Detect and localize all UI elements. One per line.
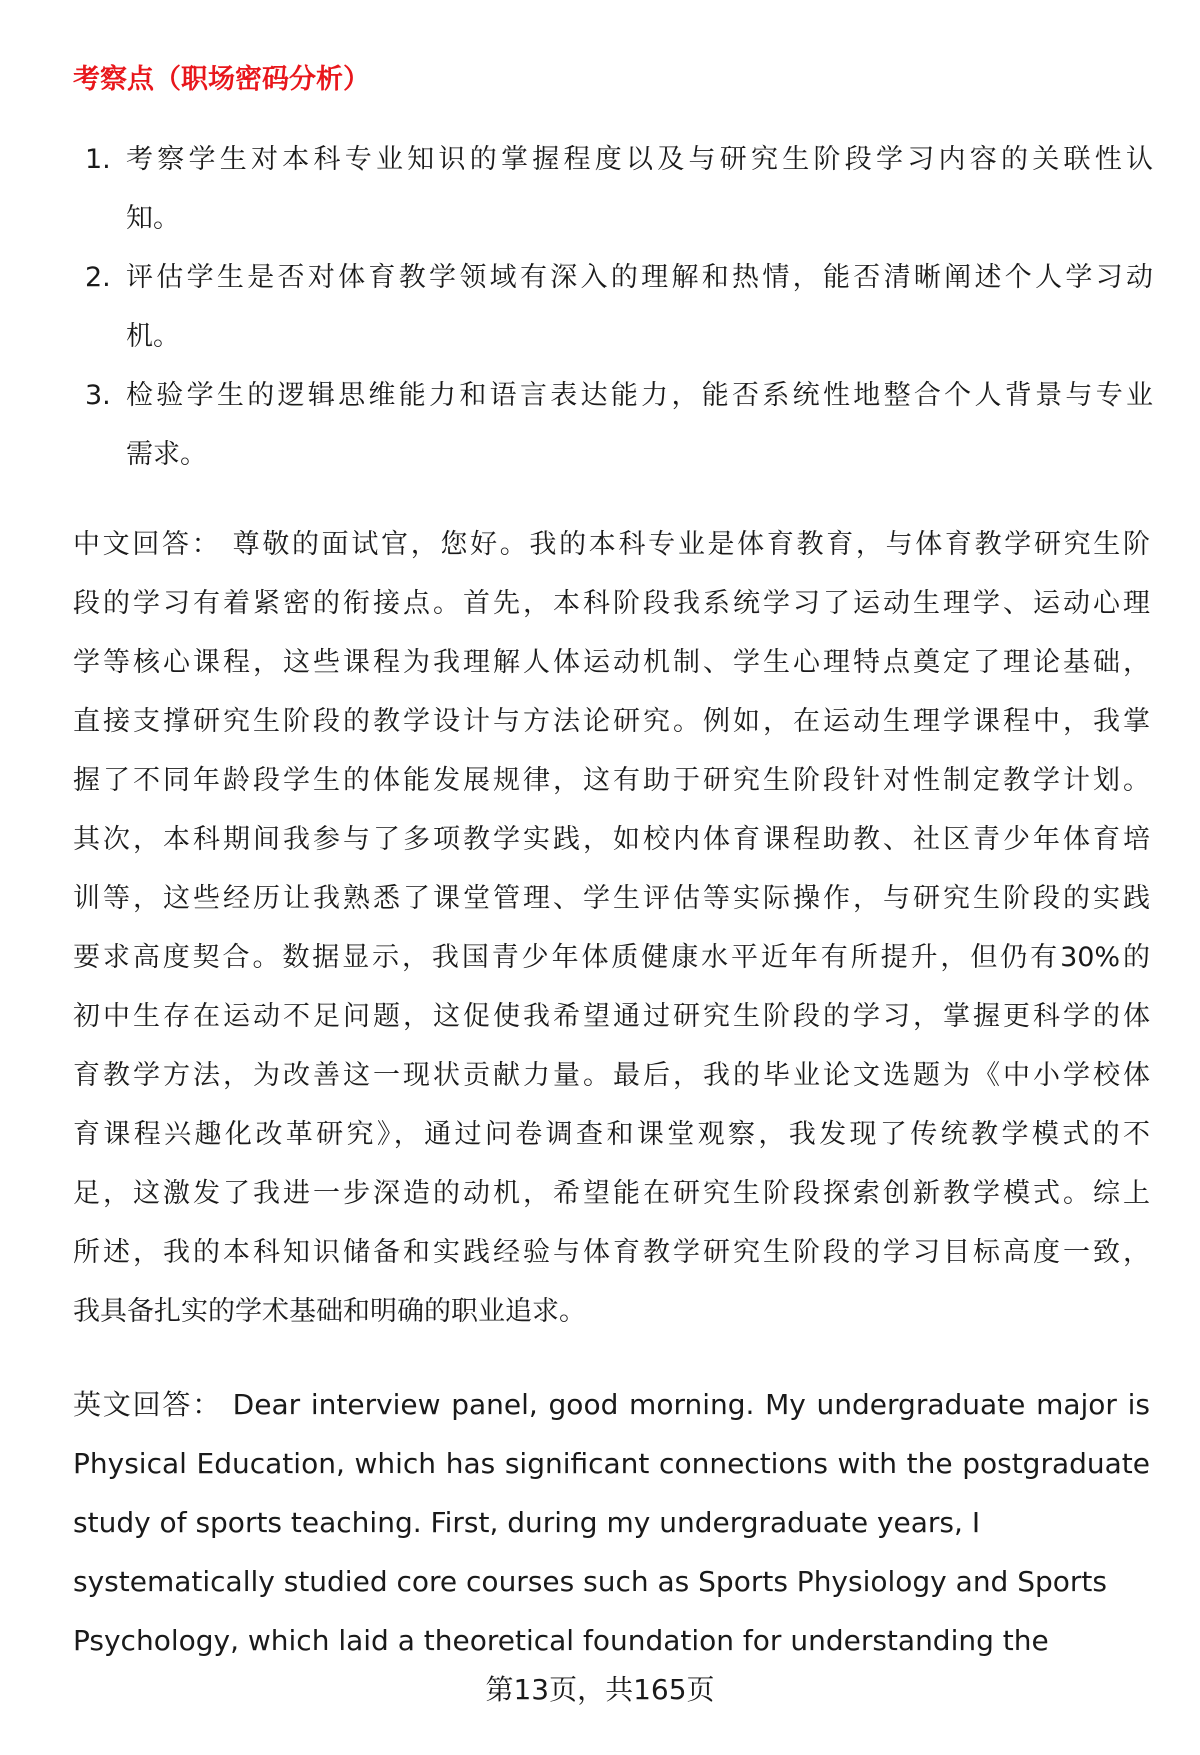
paragraph-line: 其次，本科期间我参与了多项教学实践，如校内体育课程助教、社区青少年体育培 (73, 824, 1150, 855)
list-item (73, 248, 1153, 366)
paragraph-line: Physical Education, which has significant connections with the postgraduate (73, 1447, 1150, 1480)
paragraph-line: 所述，我的本科知识储备和实践经验与体育教学研究生阶段的学习目标高度一致， (73, 1237, 1150, 1268)
chinese-answer (73, 515, 1150, 1341)
list-text-line: 机。 (126, 321, 180, 352)
paragraph-line: 英文回答： Dear interview panel, good morning. My undergraduate major is (73, 1388, 1150, 1421)
paragraph-line: 育课程兴趣化改革研究》，通过问卷调查和课堂观察，我发现了传统教学模式的不 (73, 1119, 1150, 1150)
paragraph-line: 我具备扎实的学术基础和明确的职业追求。 (73, 1296, 586, 1327)
list-item (73, 130, 1153, 248)
list-item (73, 366, 1153, 484)
paragraph-line: Psychology, which laid a theoretical foundation for understanding the (73, 1624, 1049, 1657)
paragraph-line: 段的学习有着紧密的衔接点。首先，本科阶段我系统学习了运动生理学、运动心理 (73, 588, 1150, 619)
list-text-line: 检验学生的逻辑思维能力和语言表达能力，能否系统性地整合个人背景与专业 (126, 380, 1153, 411)
list-number: 1. (85, 144, 111, 175)
list-text-line: 需求。 (126, 439, 207, 470)
paragraph-line: 初中生存在运动不足问题，这促使我希望通过研究生阶段的学习，掌握更科学的体 (73, 1001, 1150, 1032)
section-title: 考察点（职场密码分析） (73, 64, 370, 95)
assessment-points-list (73, 130, 1153, 484)
page-number: 第13页，共165页 (485, 1673, 715, 1706)
list-text-line: 评估学生是否对体育教学领域有深入的理解和热情，能否清晰阐述个人学习动 (126, 262, 1153, 293)
paragraph-line: 训等，这些经历让我熟悉了课堂管理、学生评估等实际操作，与研究生阶段的实践 (73, 883, 1150, 914)
list-text-line: 考察学生对本科专业知识的掌握程度以及与研究生阶段学习内容的关联性认 (126, 144, 1153, 175)
english-answer (73, 1375, 1150, 1670)
paragraph-line: 学等核心课程，这些课程为我理解人体运动机制、学生心理特点奠定了理论基础， (73, 647, 1150, 678)
paragraph-line: systematically studied core courses such as Sports Physiology and Sports (73, 1565, 1107, 1598)
paragraph-line: 直接支撑研究生阶段的教学设计与方法论研究。例如，在运动生理学课程中，我掌 (73, 706, 1150, 737)
paragraph-line: 足，这激发了我进一步深造的动机，希望能在研究生阶段探索创新教学模式。综上 (73, 1178, 1150, 1209)
paragraph-line: 要求高度契合。数据显示，我国青少年体质健康水平近年有所提升，但仍有30%的 (73, 942, 1150, 973)
list-number: 3. (85, 380, 111, 411)
list-text-line: 知。 (126, 203, 180, 234)
paragraph-line: study of sports teaching. First, during my undergraduate years, I (73, 1506, 981, 1539)
list-number: 2. (85, 262, 111, 293)
paragraph-line: 育教学方法，为改善这一现状贡献力量。最后，我的毕业论文选题为《中小学校体 (73, 1060, 1150, 1091)
paragraph-line: 中文回答： 尊敬的面试官，您好。我的本科专业是体育教育，与体育教学研究生阶 (73, 529, 1150, 560)
paragraph-line: 握了不同年龄段学生的体能发展规律，这有助于研究生阶段针对性制定教学计划。 (73, 765, 1150, 796)
